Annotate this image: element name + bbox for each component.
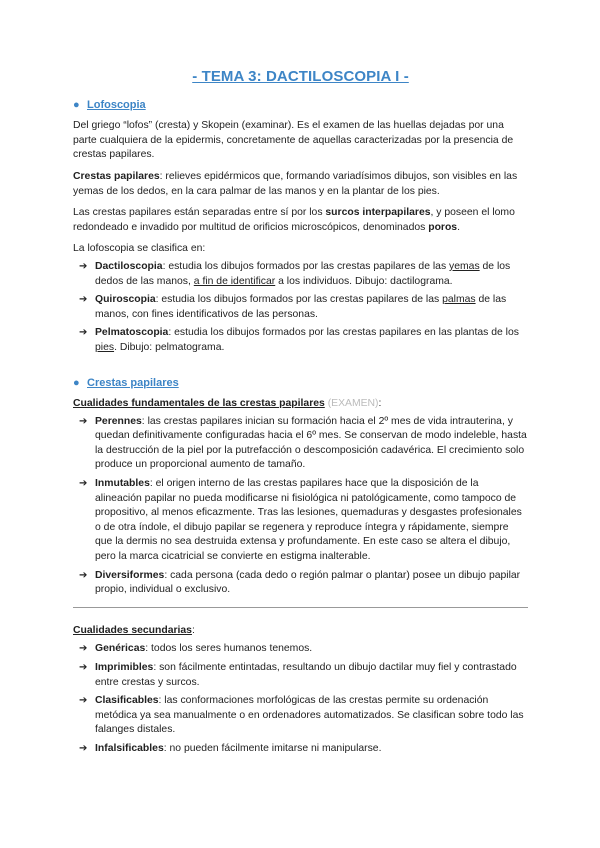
arrow-icon: ➔ (79, 695, 88, 707)
paragraph-definition: Del griego “lofos” (cresta) y Skopein (examinar). Es el examen de las huellas dejadas por una parte cualquiera de la epidermis, concretamente de aquellas caracterizadas por la presencia de crestas papilares. (73, 120, 514, 161)
paragraph-clasifica: La lofoscopia se clasifica en: (73, 243, 206, 255)
list-fundamentales (73, 415, 528, 598)
list-secundarias (73, 642, 528, 756)
section-heading-lofoscopia: ● Lofoscopia (73, 98, 146, 111)
arrow-icon: ➔ (79, 260, 88, 272)
page-title: - TEMA 3: DACTILOSCOPIA I - (192, 68, 409, 85)
bullet-icon: ● (73, 376, 80, 389)
list-item: ➔ Genéricas: todos los seres humanos tenemos. (79, 642, 528, 657)
list-item: ➔ Infalsificables: no pueden fácilmente imitarse ni manipularse. (79, 742, 528, 757)
arrow-icon: ➔ (79, 294, 88, 306)
arrow-icon: ➔ (79, 662, 88, 673)
list-item: ➔ Dactiloscopia: estudia los dibujos formados por las crestas papilares de las yemas de los dedos de las manos, a fin de identificar a los individuos. Dibujo: dactilograma. (79, 260, 511, 287)
list-item: ➔ Pelmatoscopia: estudia los dibujos formados por las crestas papilares en las plantas de los pies. Dibujo: pelmatograma. (79, 327, 519, 353)
list-item: ➔ Clasificables: las conformaciones morfológicas de las crestas permite su ordenación metódica ya sea manualmente o en ordenadores automatizados. Se clasifican sobre todo las falanges distales. (79, 695, 524, 736)
subheading-fundamentales: Cualidades fundamentales de las crestas papilares (EXAMEN): (73, 398, 382, 410)
bullet-icon: ● (73, 98, 80, 111)
paragraph-surcos: Las crestas papilares están separadas entre sí por los surcos interpapilares, y poseen el lomo redondeado e invadido por multitud de orificios microscópicos, denominados poros. (73, 207, 515, 233)
list-clasificacion (73, 260, 528, 356)
list-item: ➔ Inmutables: el origen interno de las crestas papilares hace que la disposición de la alineación papilar no pueda modificarse ni fisiológica ni patológicamente, como tampoco de propositivo, al menos eficazmente. Tras las lesiones, quemaduras y desgastes profesionales o de otra índole, el dibujo papilar se regenera y reproduce íntegra y rápidamente, siempre que la dermis no sea destruida extensa y profundamente. En este caso se altera el dibujo, pero la marca cicatricial se convierte en estigma inalterable. (79, 478, 522, 563)
subheading-secundarias: Cualidades secundarias: (73, 624, 195, 636)
list-item: ➔ Imprimibles: son fácilmente entintadas, resultando un dibujo dactilar muy fiel y contrastado entre crestas y surcos. (79, 662, 517, 688)
document-page (73, 70, 528, 763)
list-item: ➔ Diversiformes: cada persona (cada dedo o región palmar o plantar) posee un dibujo papilar propio, individual o exclusivo. (79, 569, 521, 596)
arrow-icon: ➔ (79, 643, 88, 655)
arrow-icon: ➔ (79, 327, 88, 339)
divider (73, 607, 528, 608)
arrow-icon: ➔ (79, 478, 88, 490)
paragraph-crestas: Crestas papilares: relieves epidérmicos que, formando variadísimos dibujos, son visibles en las yemas de los dedos, en la cara palmar de las manos y en la plantar de los pies. (73, 170, 518, 197)
arrow-icon: ➔ (79, 742, 88, 754)
section-heading-crestas: ● Crestas papilares (73, 376, 179, 389)
arrow-icon: ➔ (79, 415, 88, 427)
list-item: ➔ Perennes: las crestas papilares inician su formación hacia el 2º mes de vida intrauterina, y quedan definitivamente configuradas hacia el 6º mes. Se conservan de modo indeleble, hasta la destrucción de la piel por la putrefacción o descomposición cadavérica. El crecimiento solo produce un proporcional aumento de tamaño. (79, 415, 527, 471)
arrow-icon: ➔ (79, 569, 88, 581)
list-item: ➔ Quiroscopia: estudia los dibujos formados por las crestas papilares de las palmas de las manos, con fines identificativos de las personas. (79, 294, 507, 320)
